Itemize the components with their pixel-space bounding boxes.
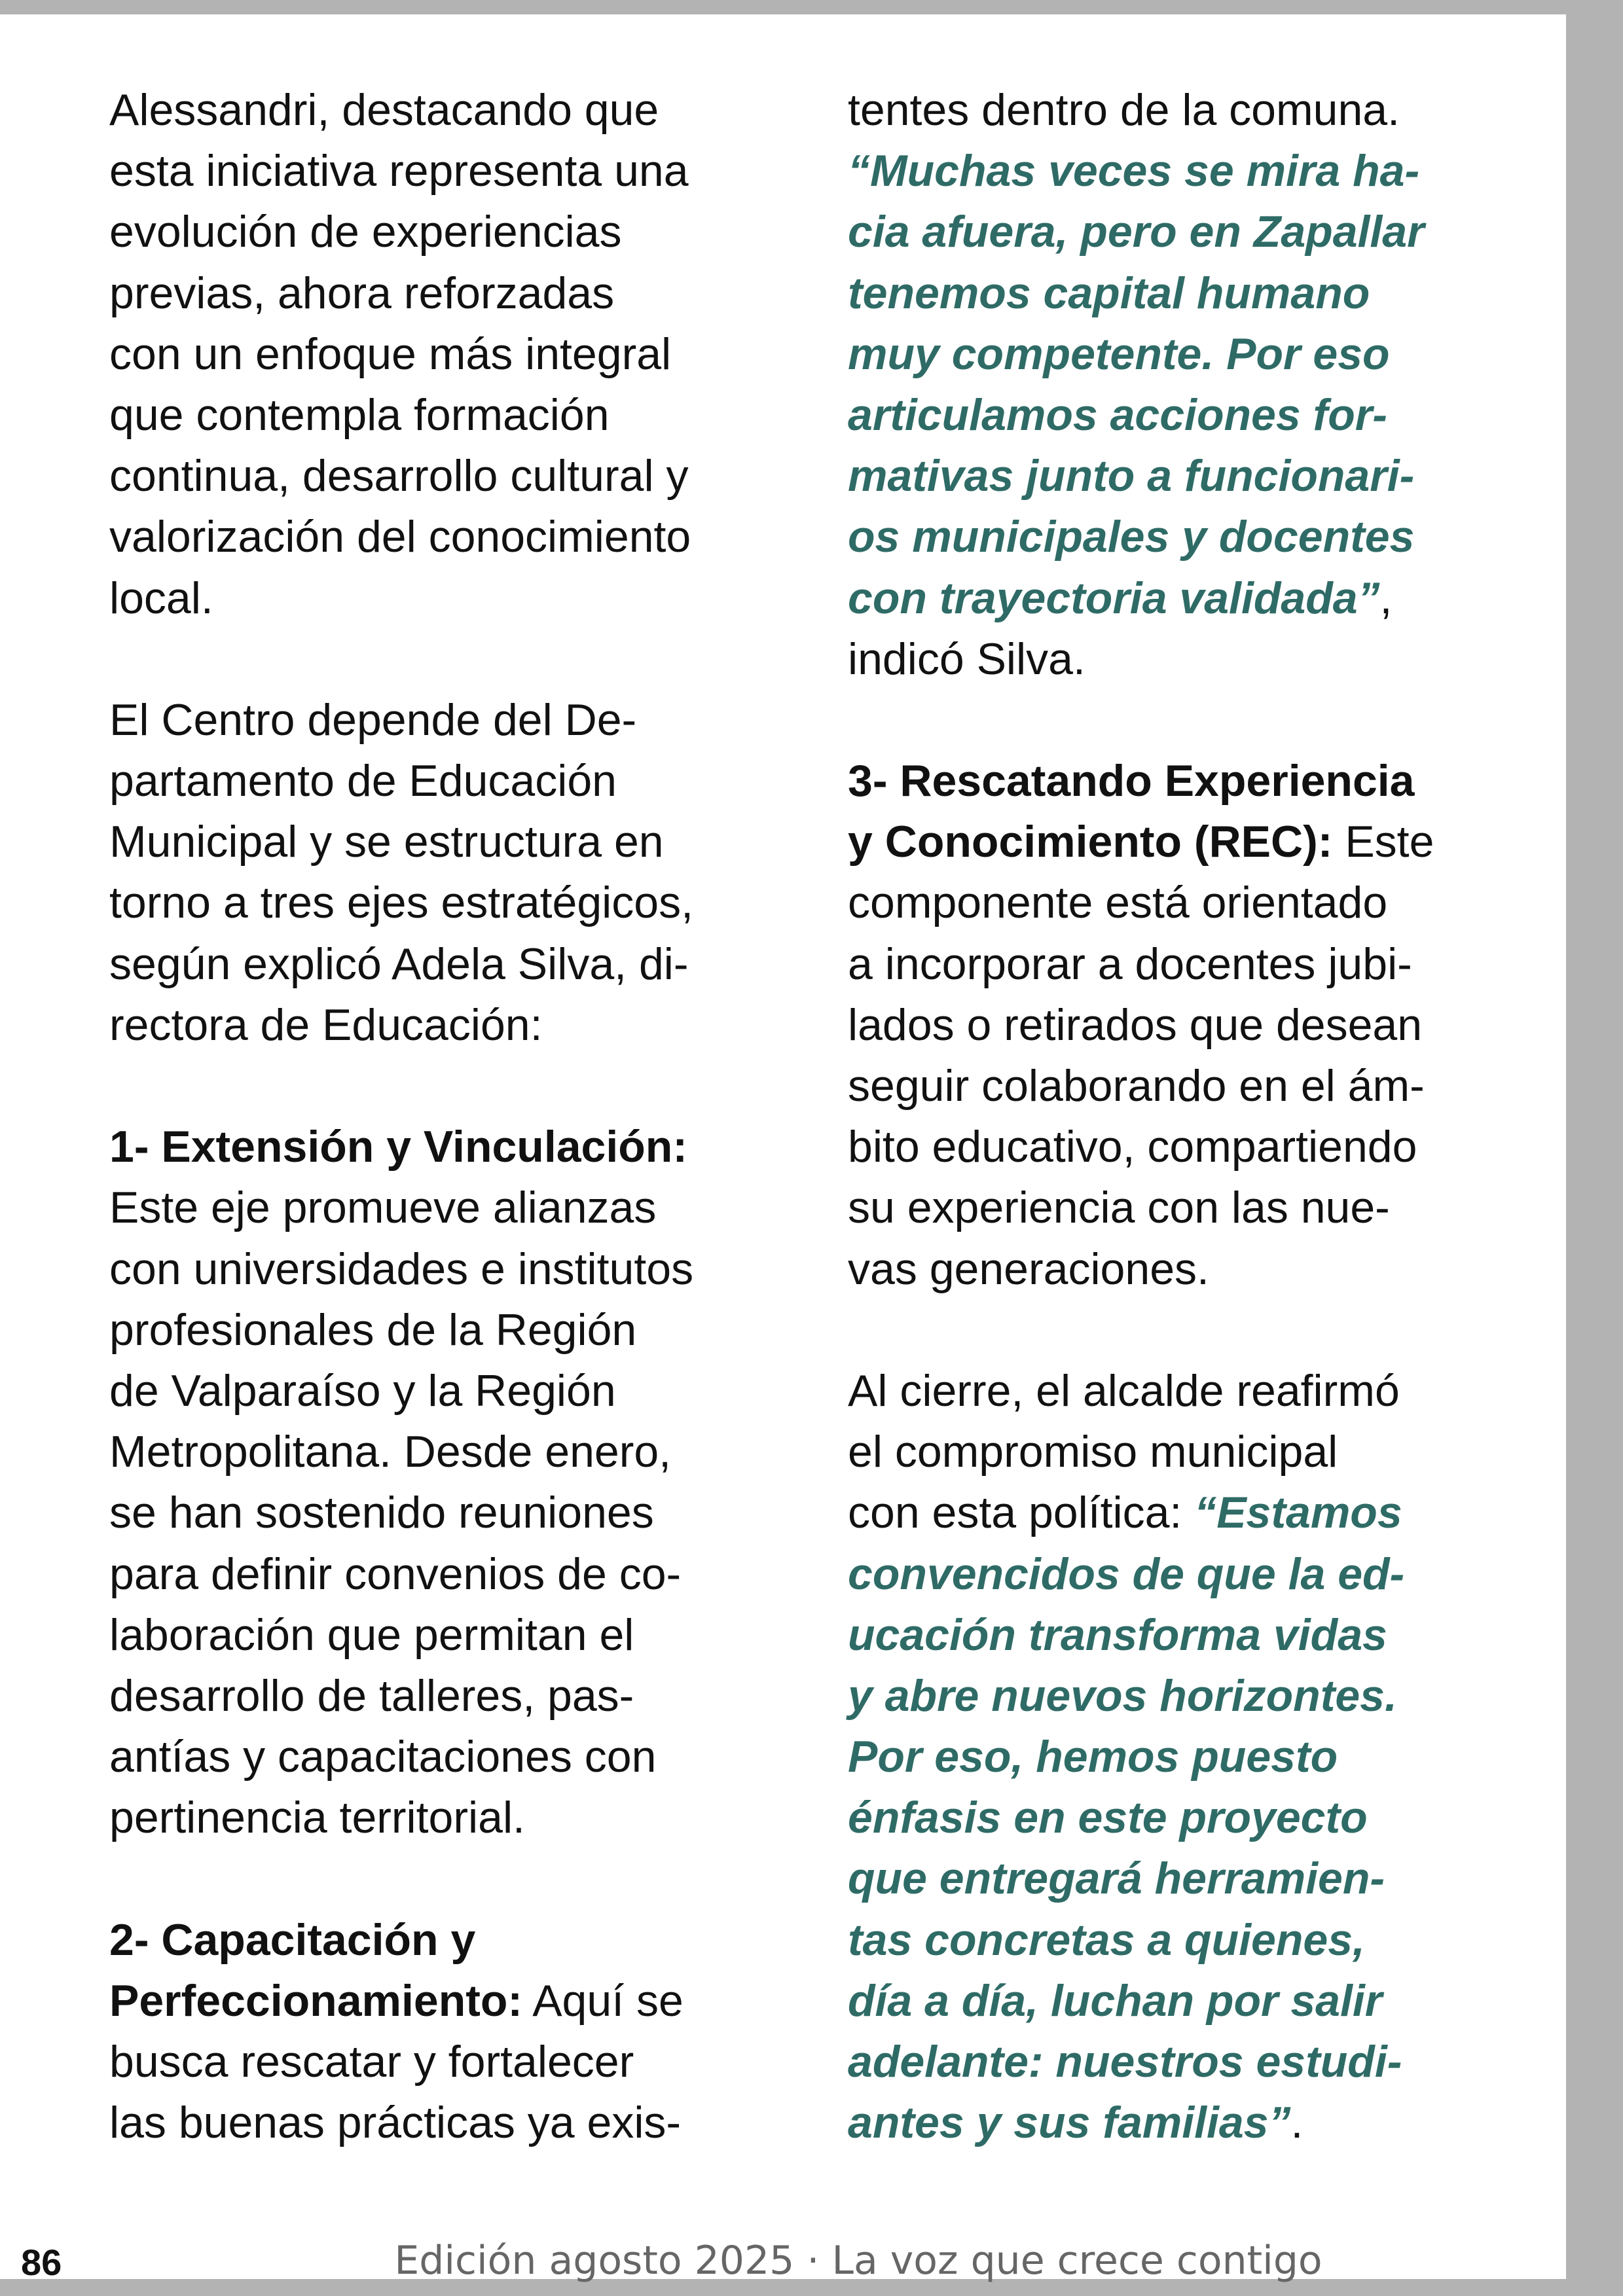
quote-line: Por eso, hemos puesto (848, 1732, 1338, 1782)
text-line: lados o retirados que desean (848, 999, 1423, 1050)
text-line: laboración que permitan el (109, 1609, 634, 1660)
quote-suffix: . (1290, 2098, 1304, 2148)
text-line: seguir colaborando en el ám- (848, 1061, 1425, 1111)
text-line (848, 568, 1542, 629)
text-line: Este eje promueve alianzas (109, 1183, 657, 1233)
text-line: rectora de Educación: (109, 999, 543, 1050)
text-line: partamento de Educación (109, 756, 617, 806)
text-line: antías y capacitaciones con (109, 1732, 657, 1782)
closing-section (848, 1361, 1542, 2153)
text-line (848, 812, 1542, 872)
text-line: continua, desarrollo cultural y (109, 451, 689, 501)
quote-line: con trayectoria validada” (848, 573, 1380, 623)
page-number: 86 (21, 2242, 62, 2283)
text-line: Al cierre, el alcalde reafirmó (848, 1365, 1400, 1416)
text-line: valorización del conocimiento (109, 512, 691, 562)
quote-line: mativas junto a funcionari- (848, 451, 1415, 501)
quote-suffix: , (1379, 573, 1393, 623)
text-line: El Centro depende del De- (109, 694, 637, 745)
paragraph-gap (109, 1056, 797, 1117)
quote-line: adelante: nuestros estudi- (848, 2037, 1402, 2087)
quote-line: convencidos de que la ed- (848, 1549, 1405, 1599)
magazine-page (0, 14, 1566, 2284)
text-line: el compromiso municipal (848, 1427, 1338, 1477)
intro-paragraphs (109, 80, 797, 1117)
text-line: vas generaciones. (848, 1244, 1209, 1294)
axis-1-section (109, 1117, 797, 1909)
text-line: esta iniciativa representa una (109, 146, 689, 196)
paragraph-gap (848, 690, 1542, 751)
text-line: se han sostenido reuniones (109, 1488, 654, 1538)
text-line: componente está orientado (848, 878, 1388, 928)
attribution: indicó Silva. (848, 634, 1085, 684)
text-line: a incorporar a docentes jubi- (848, 939, 1412, 989)
text-line: que contempla formación (109, 389, 610, 440)
text-line: tentes dentro de la comuna. (848, 85, 1400, 135)
axis-2-inline-text: Aquí se (522, 1975, 684, 2026)
text-line: busca rescatar y fortalecer (109, 2037, 634, 2087)
axis-2-heading: 2- Capacitación y (109, 1914, 476, 1965)
quote-line: y abre nuevos horizontes. (848, 1670, 1397, 1721)
text-line: desarrollo de talleres, pas- (109, 1670, 634, 1721)
axis-2-section (109, 1910, 797, 2154)
axis-3-section (848, 751, 1542, 1361)
quote-line: “Estamos (1194, 1488, 1402, 1538)
paragraph-gap (848, 1300, 1542, 1361)
text-line: previas, ahora reforzadas (109, 268, 615, 318)
left-column (109, 80, 797, 2153)
text-line: Municipal y se estructura en (109, 817, 664, 867)
quote-line: que entregará herramien- (848, 1854, 1385, 1904)
text-line: torno a tres ejes estratégicos, (109, 878, 694, 928)
paragraph-gap (109, 1848, 797, 1909)
quote-line: os municipales y docentes (848, 512, 1415, 562)
quote-line: ucación transforma vidas (848, 1609, 1387, 1660)
quote-silva (848, 141, 1542, 629)
text-line: Alessandri, destacando que (109, 85, 659, 135)
text-line: con un enfoque más integral (109, 329, 672, 379)
text-line: Metropolitana. Desde enero, (109, 1427, 672, 1477)
quote-line: día a día, luchan por salir (848, 1975, 1383, 2026)
text-line: según explicó Adela Silva, di- (109, 939, 689, 989)
text-line: de Valparaíso y la Región (109, 1365, 616, 1416)
axis-1-heading: 1- Extensión y Vinculación: (109, 1122, 687, 1172)
quote-line: énfasis en este proyecto (848, 1793, 1368, 1843)
text-line: evolución de experiencias (109, 207, 622, 257)
axis-2-heading-cont: Perfeccionamiento: (109, 1975, 523, 2026)
text-line: bito educativo, compartiendo (848, 1122, 1417, 1172)
quote-line: “Muchas veces se mira ha- (848, 146, 1420, 196)
quote-line: muy competente. Por eso (848, 329, 1390, 379)
text-line (109, 1971, 797, 2032)
closing-prefix: con esta política: (848, 1488, 1195, 1538)
text-line (848, 1482, 1542, 1543)
quote-line: articulamos acciones for- (848, 389, 1387, 440)
paragraph-gap (109, 629, 797, 690)
axis-3-heading-cont: y Conocimiento (REC): (848, 817, 1333, 867)
text-line: pertinencia territorial. (109, 1793, 525, 1843)
text-line: con universidades e institutos (109, 1244, 694, 1294)
text-line: local. (109, 573, 213, 623)
text-line: las buenas prácticas ya exis- (109, 2098, 682, 2148)
text-line: para definir convenios de co- (109, 1549, 682, 1599)
right-column (848, 80, 1542, 2153)
quote-line: cia afuera, pero en Zapallar (848, 207, 1425, 257)
text-line: su experiencia con las nue- (848, 1183, 1390, 1233)
quote-line: tas concretas a quienes, (848, 1914, 1365, 1965)
axis-3-inline-text: Este (1332, 817, 1434, 867)
axis-3-heading: 3- Rescatando Experiencia (848, 756, 1415, 806)
quote-line: antes y sus familias” (848, 2098, 1291, 2148)
text-line: profesionales de la Región (109, 1304, 637, 1355)
edition-footer: Edición agosto 2025 · La voz que crece contigo (394, 2238, 1322, 2284)
quote-line: tenemos capital humano (848, 268, 1370, 318)
text-line (848, 2092, 1542, 2153)
